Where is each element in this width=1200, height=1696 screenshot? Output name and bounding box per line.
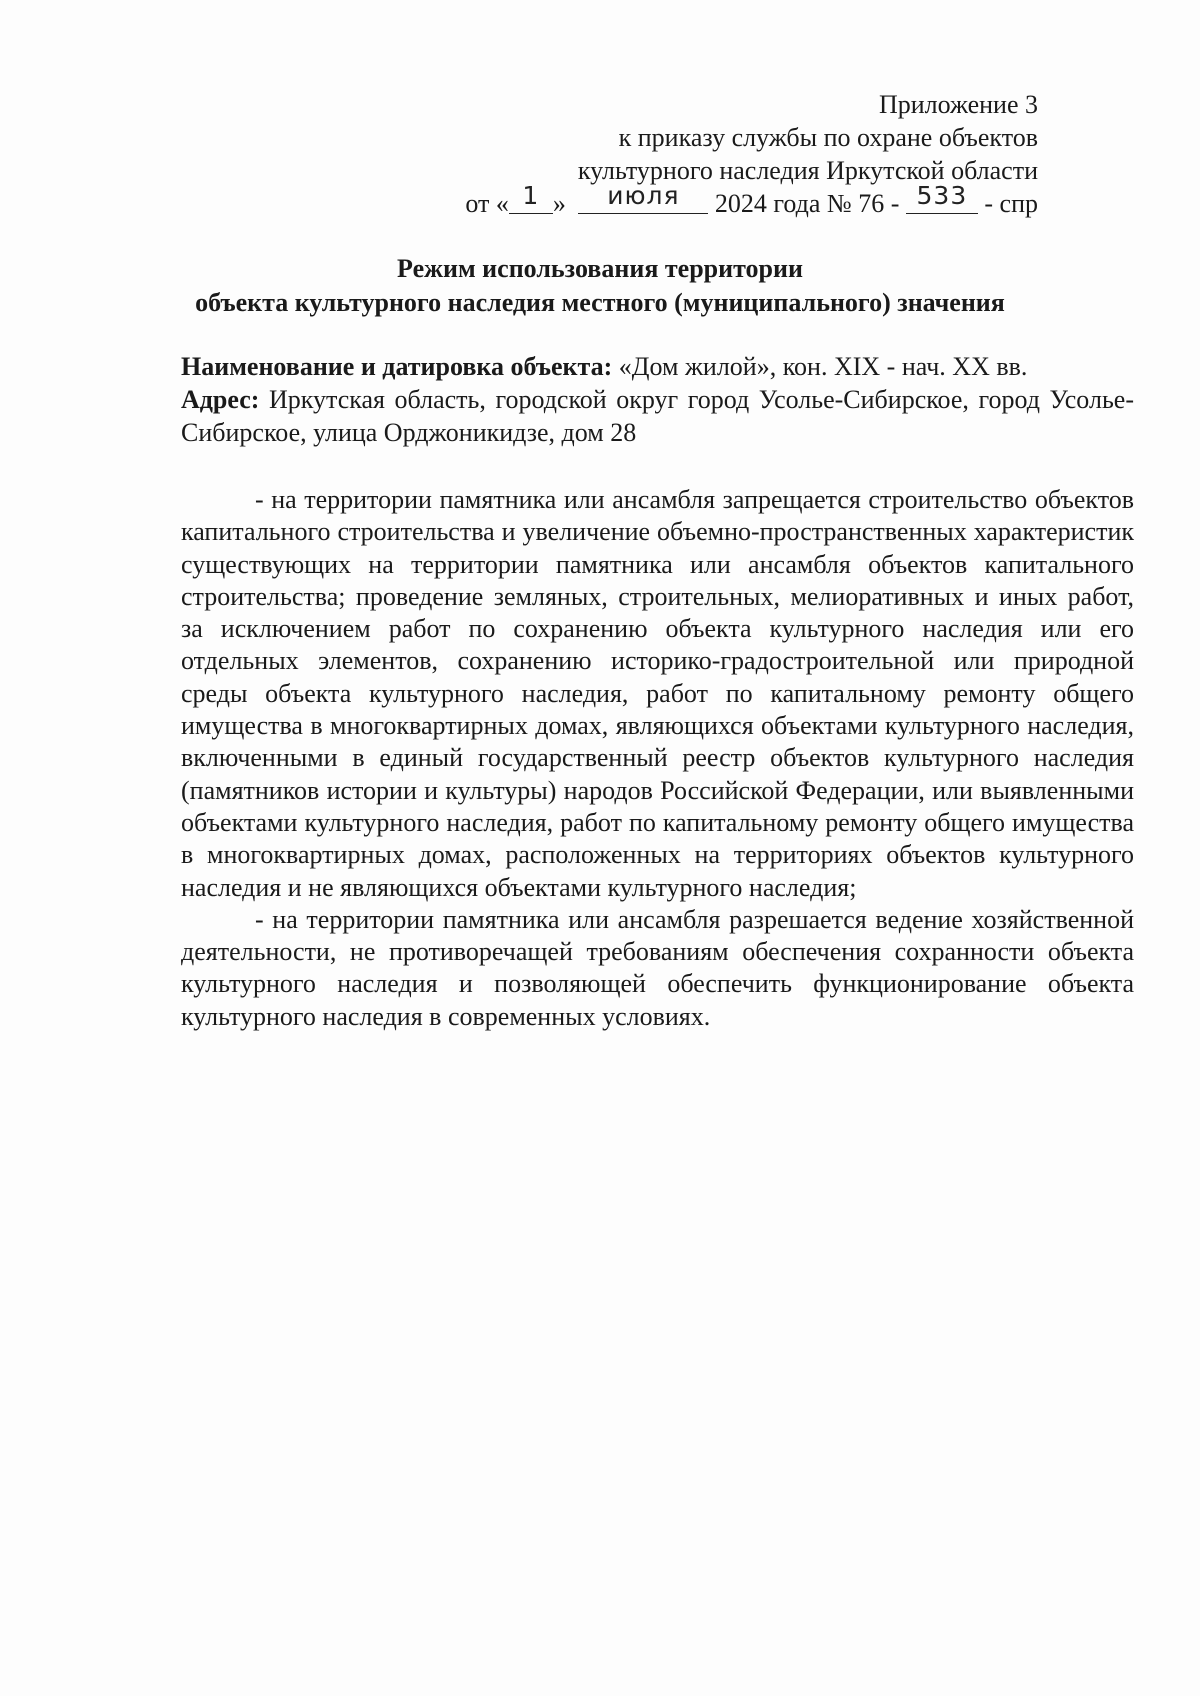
document-title — [0, 252, 1200, 320]
handwritten-month: июля — [607, 181, 680, 210]
number-suffix: - спр — [984, 189, 1038, 218]
object-name-row — [181, 350, 1134, 383]
order-date-line — [465, 181, 1038, 220]
object-address-value: Иркутская область, городской округ город Усолье-Сибирское, город Усолье-Сибирское, улица Орджоникидзе, дом 28 — [181, 385, 1134, 447]
object-name-label: Наименование и датировка объекта: — [181, 352, 613, 381]
handwritten-number: 533 — [916, 181, 968, 210]
handwritten-day: 1 — [522, 181, 540, 210]
agency-line: культурного наследия Иркутской области — [577, 156, 1038, 185]
permission-paragraph: - на территории памятника или ансамбля разрешается ведение хозяйственной деятельности, не противоречащей требованиям обеспечения сохранности объекта культурного наследия и позволяющей обеспечить функционирование объекта культурного наследия в современных условиях. — [181, 904, 1134, 1031]
appendix-label: Приложение 3 — [878, 90, 1038, 119]
object-address-label: Адрес: — [181, 385, 260, 414]
regulation-text — [181, 484, 1134, 1033]
prohibition-paragraph: - на территории памятника или ансамбля запрещается строительство объектов капитального строительства и увеличение объемно-пространственных характеристик существующих на территории памятника или ансамбля объектов капитального строительства; проведение земляных, строительных, мелиоративных и иных работ, за исключением работ по сохранению объекта культурного наследия или его отдельных элементов, сохранению историко-градостроительной или природной среды объекта культурного наследия, работ по капитальному ремонту общего имущества в многоквартирных домах, являющихся объектами культурного наследия, включенными в единый государственный реестр объектов культурного наследия (памятников истории и культуры) народов Российской Федерации, или выявленными объектами культурного наследия, работ по капитальному ремонту общего имущества в многоквартирных домах, расположенных на территориях объектов культурного наследия и не являющихся объектами культурного наследия; — [181, 485, 1134, 902]
title-line-1: Режим использования территории — [397, 254, 803, 283]
title-line-2: объекта культурного наследия местного (муниципального) значения — [195, 288, 1005, 317]
object-address-row — [181, 383, 1134, 449]
order-reference-line: к приказу службы по охране объектов — [618, 123, 1038, 152]
day-blank — [509, 181, 553, 214]
appendix-header — [465, 88, 1038, 220]
date-prefix: от « — [465, 189, 509, 218]
date-mid: » — [552, 189, 566, 218]
number-blank — [906, 181, 978, 214]
month-blank — [578, 181, 708, 214]
object-info — [181, 350, 1134, 449]
year-text: 2024 года № 76 - — [714, 189, 900, 218]
object-name-value: «Дом жилой», кон. XIX - нач. XX вв. — [618, 352, 1028, 381]
